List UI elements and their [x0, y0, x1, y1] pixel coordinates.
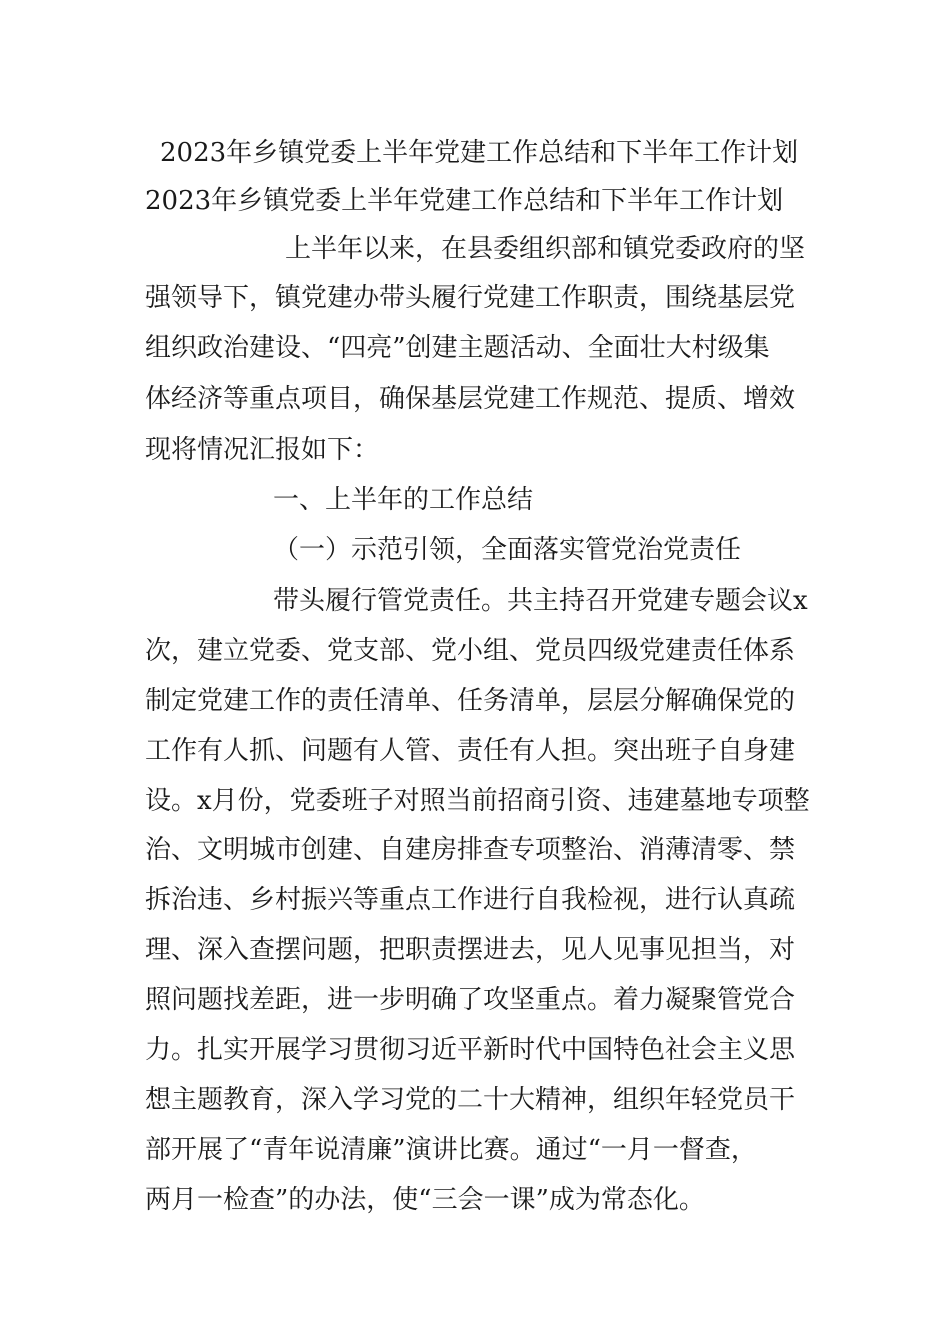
paragraph-line-4: 工作有人抓、问题有人管、责任有人担。突出班子自身建 — [145, 736, 796, 766]
intro-line-1: 上半年以来，在县委组织部和镇党委政府的坚 — [285, 234, 806, 264]
document-subtitle: 2023年乡镇党委上半年党建工作总结和下半年工作计划 — [145, 186, 784, 216]
paragraph-line-7: 拆治违、乡村振兴等重点工作进行自我检视，进行认真疏 — [145, 885, 796, 915]
paragraph-line-12: 部开展了“青年说清廉”演讲比赛。通过“一月一督查， — [145, 1135, 757, 1165]
paragraph-line-11: 想主题教育，深入学习党的二十大精神，组织年轻党员干 — [145, 1085, 796, 1115]
paragraph-line-9: 照问题找差距，进一步明确了攻坚重点。着力凝聚管党合 — [145, 985, 796, 1015]
paragraph-line-2: 次，建立党委、党支部、党小组、党员四级党建责任体系 — [145, 636, 796, 666]
intro-line-2: 强领导下，镇党建办带头履行党建工作职责，围绕基层党 — [145, 283, 796, 313]
intro-line-3: 组织政治建设、“四亮”创建主题活动、全面壮大村级集 — [145, 333, 770, 363]
paragraph-line-8: 理、深入查摆问题，把职责摆进去，见人见事见担当，对 — [145, 935, 796, 965]
paragraph-line-3: 制定党建工作的责任清单、任务清单，层层分解确保党的 — [145, 686, 796, 716]
subsection-heading-1: （一）示范引领，全面落实管党治党责任 — [273, 535, 742, 565]
paragraph-line-6: 治、文明城市创建、自建房排查专项整治、消薄清零、禁 — [145, 835, 796, 865]
intro-line-5: 现将情况汇报如下： — [145, 435, 380, 465]
paragraph-line-10: 力。扎实开展学习贯彻习近平新时代中国特色社会主义思 — [145, 1035, 796, 1065]
document-title: 2023年乡镇党委上半年党建工作总结和下半年工作计划 — [160, 138, 799, 168]
section-heading-1: 一、上半年的工作总结 — [273, 485, 534, 515]
intro-line-4: 体经济等重点项目，确保基层党建工作规范、提质、增效 — [145, 384, 796, 414]
paragraph-line-1: 带头履行管党责任。共主持召开党建专题会议x — [273, 586, 808, 616]
paragraph-line-5: 设。x月份，党委班子对照当前招商引资、违建墓地专项整 — [145, 786, 810, 816]
paragraph-line-13: 两月一检查”的办法，使“三会一课”成为常态化。 — [145, 1185, 705, 1215]
